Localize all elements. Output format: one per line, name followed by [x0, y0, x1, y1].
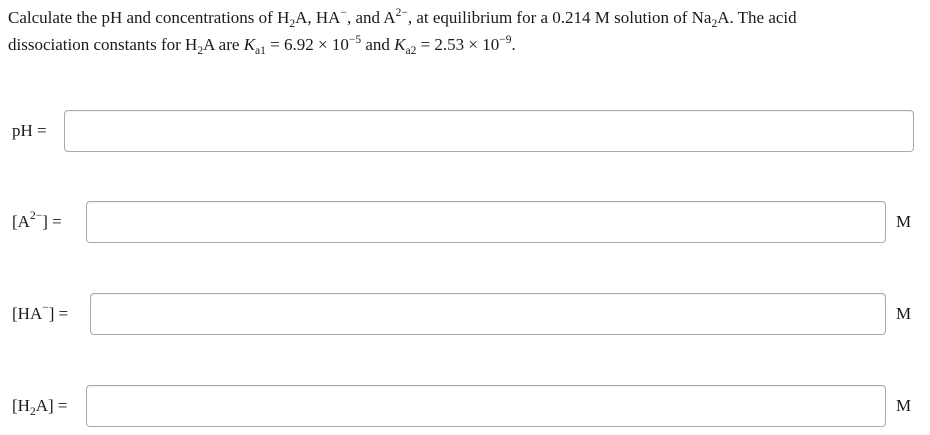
- subscript: 2: [29, 406, 36, 418]
- h2a-concentration-input[interactable]: [86, 385, 886, 427]
- problem-text: = 2.53 × 10: [416, 35, 500, 54]
- label-text: [H: [12, 396, 30, 415]
- problem-line-2: [8, 31, 913, 58]
- problem-text: and: [361, 35, 395, 54]
- subscript: 2: [289, 18, 296, 30]
- a2-concentration-label: [12, 201, 62, 243]
- ph-input[interactable]: [64, 110, 914, 152]
- label-text: [HA: [12, 304, 43, 323]
- problem-line-1: [8, 4, 913, 31]
- a2-concentration-input[interactable]: [86, 201, 886, 243]
- ha-concentration-label: [12, 293, 68, 335]
- exponent: −5: [348, 34, 362, 46]
- ph-label: pH =: [12, 121, 47, 140]
- problem-text: , and A: [346, 8, 396, 27]
- problem-text: A. The acid: [717, 8, 797, 27]
- label-text: A] =: [35, 396, 68, 415]
- problem-text: Calculate the pH and concentrations of H: [8, 8, 290, 27]
- a2-concentration-row: [0, 201, 930, 243]
- problem-text: = 6.92 × 10: [265, 35, 349, 54]
- label-text: ] =: [48, 304, 69, 323]
- ha-concentration-input[interactable]: [90, 293, 886, 335]
- ha-unit-label: M: [896, 304, 912, 323]
- h2a-concentration-row: [0, 385, 930, 427]
- exponent: −9: [499, 34, 512, 46]
- subscript: a2: [405, 45, 417, 57]
- subscript: a1: [255, 45, 266, 57]
- h2a-concentration-label: [12, 385, 67, 427]
- subscript: 2: [197, 45, 204, 57]
- superscript: 2−: [395, 7, 408, 19]
- a2-unit-label: M: [896, 212, 912, 231]
- label-text: [A: [12, 212, 30, 231]
- label-text: ] =: [42, 212, 62, 231]
- ha-concentration-row: [0, 293, 930, 335]
- superscript: 2−: [29, 210, 43, 222]
- problem-text: .: [511, 35, 516, 54]
- h2a-unit-label: M: [896, 396, 912, 415]
- subscript: 2: [711, 18, 718, 30]
- problem-text: , at equilibrium for a 0.214 M solution of Na: [407, 8, 712, 27]
- superscript: −: [42, 302, 49, 314]
- ka2-symbol: K: [394, 35, 406, 54]
- problem-text: A, HA: [295, 8, 341, 27]
- problem-text: A are: [203, 35, 244, 54]
- problem-statement: [8, 4, 913, 58]
- superscript: −: [340, 7, 347, 19]
- ka1-symbol: K: [243, 35, 256, 54]
- ph-row: [0, 110, 930, 152]
- problem-text: dissociation constants for H: [8, 35, 198, 54]
